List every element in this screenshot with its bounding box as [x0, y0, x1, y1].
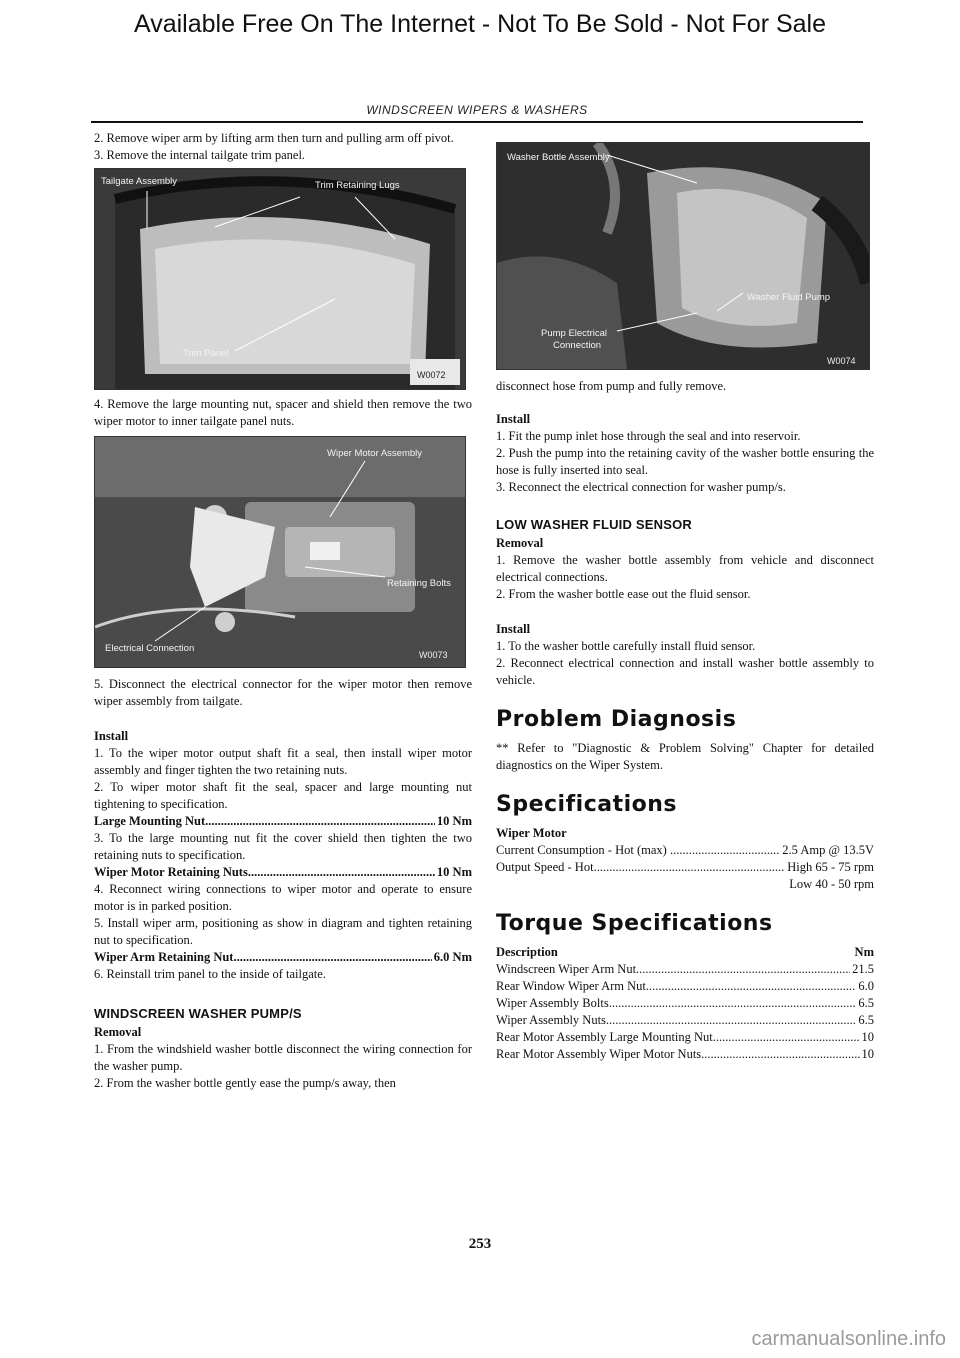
nm-column-header: Nm: [854, 945, 874, 959]
install-step-6: 6. Reinstall trim panel to the inside of tailgate.: [94, 967, 326, 981]
leader-dots: [701, 1046, 859, 1063]
watermark-footer: carmanualsonline.info: [751, 1328, 946, 1350]
label-trim-panel: Trim Panel: [183, 348, 229, 359]
spec-large-mounting-nut: [94, 813, 472, 830]
label-washer-fluid-pump: Washer Fluid Pump: [747, 292, 831, 303]
torque-description: Wiper Assembly Nuts: [496, 1013, 606, 1027]
install-heading: Install: [94, 729, 129, 743]
header-rule: [91, 121, 863, 123]
spec-wiper-motor-retaining-nuts: [94, 864, 472, 881]
torque-row: [496, 1029, 874, 1046]
torque-value: 6.5: [858, 996, 874, 1010]
output-speed-low: Low 40 - 50 rpm: [789, 877, 874, 891]
washer-bottle-photo: [496, 142, 870, 370]
torque-value: 6.5: [858, 1013, 874, 1027]
label-washer-bottle-assembly: Washer Bottle Assembly: [507, 152, 610, 163]
removal-step-2-continued: disconnect hose from pump and fully remove.: [496, 379, 727, 393]
pump-install-step-3: 3. Reconnect the electrical connection for washer pump/s.: [496, 480, 786, 494]
leader-dots: [248, 864, 435, 881]
removal-heading: Removal: [496, 536, 544, 550]
spec-wiper-arm-retaining-nut: [94, 949, 472, 966]
install-step-4: 4. Reconnect wiring connections to wiper motor and operate to ensure motor is in parked position.: [94, 882, 472, 913]
description-column-header: Description: [496, 945, 558, 959]
sensor-removal-step-1: 1. Remove the washer bottle assembly from vehicle and disconnect electrical connections.: [496, 553, 874, 584]
spec-value: High 65 - 75 rpm: [787, 860, 874, 874]
label-pump-electrical: Pump Electrical: [541, 328, 607, 339]
leader-dots: [689, 842, 781, 859]
leader-dots: [609, 995, 857, 1012]
current-consumption-row: [496, 842, 874, 859]
torque-value: 10: [861, 1030, 874, 1044]
wiper-motor-illustration: [95, 437, 465, 667]
install-step-3: 3. To the large mounting nut fit the cover shield then tighten the two retaining nuts to specification.: [94, 831, 472, 862]
spec-value: 10 Nm: [436, 865, 472, 879]
leader-dots: [606, 1012, 856, 1029]
pump-install-step-1: 1. Fit the pump inlet hose through the seal and into reservoir.: [496, 429, 801, 443]
install-heading: Install: [496, 412, 531, 426]
spec-label: Large Mounting Nut: [94, 814, 206, 828]
washer-pump-heading: WINDSCREEN WASHER PUMP/S: [94, 1006, 302, 1021]
install-step-2: 2. To wiper motor shaft fit the seal, spacer and large mounting nut tightening to specification.: [94, 780, 472, 811]
label-retaining-bolts: Retaining Bolts: [387, 578, 451, 589]
problem-diagnosis-heading: Problem Diagnosis: [496, 707, 737, 732]
spec-label: Output Speed - Hot: [496, 860, 594, 874]
page-number: 253: [468, 1236, 492, 1252]
problem-diagnosis-text: ** Refer to "Diagnostic & Problem Solving" Chapter for detailed diagnostics on the Wiper System.: [496, 741, 874, 772]
wiper-motor-photo: [94, 436, 466, 668]
leader-dots: [636, 961, 850, 978]
step-remove-wiper-arm: 2. Remove wiper arm by lifting arm then turn and pulling arm off pivot.: [94, 131, 454, 145]
torque-specifications-heading: Torque Specifications: [496, 911, 773, 936]
step-remove-trim-panel: 3. Remove the internal tailgate trim panel.: [94, 148, 306, 162]
fluid-sensor-heading: LOW WASHER FLUID SENSOR: [496, 517, 692, 532]
torque-table: [496, 961, 874, 1063]
torque-description: Rear Motor Assembly Wiper Motor Nuts: [496, 1047, 702, 1061]
label-connection: Connection: [553, 340, 602, 351]
step-remove-mounting-nut: 4. Remove the large mounting nut, spacer and shield then remove the two wiper motor to inner tailgate panel nuts.: [94, 397, 472, 428]
right-column: [496, 142, 874, 1063]
spec-label: Current Consumption - Hot (max) ......: [496, 843, 689, 857]
torque-value: 10: [861, 1047, 874, 1061]
torque-description: Wiper Assembly Bolts: [496, 996, 609, 1010]
spec-value: 6.0 Nm: [433, 950, 472, 964]
label-electrical-connection: Electrical Connection: [105, 643, 195, 654]
photo-code: W0072: [417, 370, 446, 380]
removal-step-2: 2. From the washer bottle gently ease the pump/s away, then: [94, 1076, 396, 1090]
torque-row: [496, 1046, 874, 1063]
torque-description: Rear Window Wiper Arm Nut: [496, 979, 646, 993]
torque-table-header: [496, 944, 874, 961]
sensor-removal-step-2: 2. From the washer bottle ease out the fluid sensor.: [496, 587, 751, 601]
tailgate-trim-illustration: [95, 169, 465, 389]
install-step-1: 1. To the wiper motor output shaft fit a seal, then install wiper motor assembly and finger tighten the two retaining nuts.: [94, 746, 472, 777]
section-header: WINDSCREEN WIPERS & WASHERS: [366, 103, 588, 117]
torque-description: Windscreen Wiper Arm Nut: [496, 962, 637, 976]
sensor-install-step-1: 1. To the washer bottle carefully install fluid sensor.: [496, 639, 756, 653]
torque-row: [496, 995, 874, 1012]
leader-dots: [646, 978, 856, 995]
install-heading: Install: [496, 622, 531, 636]
install-step-5: 5. Install wiper arm, positioning as show in diagram and tighten retaining nut to specification.: [94, 916, 472, 947]
label-trim-retaining-lugs: Trim Retaining Lugs: [315, 180, 400, 191]
specifications-heading: Specifications: [496, 792, 678, 817]
step-disconnect-connector: 5. Disconnect the electrical connector for the wiper motor then remove wiper assembly from tailgate.: [94, 677, 472, 708]
spec-label: Wiper Arm Retaining Nut: [94, 950, 234, 964]
leader-dots: [233, 949, 431, 966]
pump-install-step-2: 2. Push the pump into the retaining cavity of the washer bottle ensuring the hose is fully inserted into seal.: [496, 446, 874, 477]
distribution-banner: Available Free On The Internet - Not To Be Sold - Not For Sale: [133, 10, 827, 38]
torque-value: 21.5: [852, 962, 874, 976]
label-tailgate-assembly: Tailgate Assembly: [101, 176, 178, 187]
removal-heading: Removal: [94, 1025, 142, 1039]
removal-step-1: 1. From the windshield washer bottle disconnect the wiring connection for the washer pump.: [94, 1042, 472, 1073]
torque-description: Rear Motor Assembly Large Mounting Nut: [496, 1030, 713, 1044]
left-column: [94, 130, 472, 1092]
spec-value: 10 Nm: [436, 814, 472, 828]
label-wiper-motor-assembly: Wiper Motor Assembly: [327, 448, 423, 459]
tailgate-trim-photo: [94, 168, 466, 390]
photo-code: W0074: [827, 356, 856, 366]
leader-dots: [594, 859, 786, 876]
wiper-motor-heading: Wiper Motor: [496, 826, 567, 840]
spec-label: Wiper Motor Retaining Nuts: [94, 865, 248, 879]
torque-value: 6.0: [858, 979, 874, 993]
sensor-install-step-2: 2. Reconnect electrical connection and install washer bottle assembly to vehicle.: [496, 656, 874, 687]
leader-dots: [713, 1029, 860, 1046]
torque-row: [496, 978, 874, 995]
output-speed-row: [496, 859, 874, 876]
photo-code: W0073: [419, 650, 448, 660]
spec-value: 2.5 Amp @ 13.5V: [782, 843, 874, 857]
torque-row: [496, 961, 874, 978]
torque-row: [496, 1012, 874, 1029]
leader-dots: [205, 813, 435, 830]
